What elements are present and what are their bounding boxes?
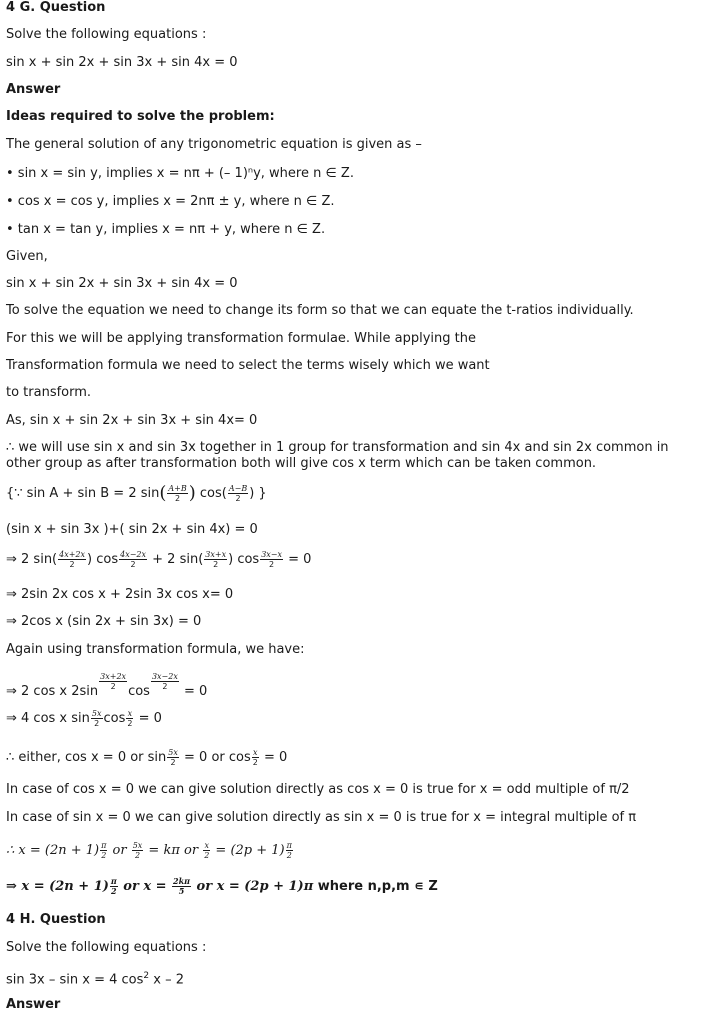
therefore-paragraph: ∴ we will use sin x and sin 3x together in 1 group for transformation and sin 4x and sin 2x common in other group as after transformation both will give cos x term which can be taken common. <box>6 440 669 471</box>
answer-label-4h: Answer <box>6 997 61 1012</box>
question-equation: sin x + sin 2x + sin 3x + sin 4x = 0 <box>6 55 238 70</box>
step-1: ⇒ 2 sin( $\frac{4x+2x}{2}$ ) cos $\frac{4x-2x}{2}$ + 2 sin( $\frac{3x+x}{2}$ ) cos $\frac{3x-x}{2}$ = 0 <box>6 550 312 569</box>
answer-label: Answer <box>6 82 61 97</box>
step-4: ⇒ 2 cos x 2sin $\frac{3x+2x}{2}$ cos $\frac{3x-2x}{2}$ = 0 <box>6 672 208 699</box>
grouped-equation: (sin x + sin 3x )+( sin 2x + sin 4x) = 0 <box>6 522 258 537</box>
given-label: Given, <box>6 249 48 264</box>
case-sin: In case of sin x = 0 we can give solution directly as sin x = 0 is true for x = integral multiple of π <box>6 810 637 825</box>
step-5: ⇒ 4 cos x sin $\frac{5x}{2}$ cos $\frac{x}{2}$ = 0 <box>6 709 162 728</box>
question-prompt: Solve the following equations : <box>6 27 207 42</box>
transformation-formula: {∵ sin A + sin B = 2 sin( $\frac{A+B}{2}$ ) cos( $\frac{A-B}{2}$ ) } <box>6 482 267 504</box>
solution-1: ∴ x = (2n + 1) $\frac{\pi}{2}$ or $\frac{5x}{2}$ = kπ or $\frac{x}{2}$ = (2p + 1) $\frac{\pi}{2}$ <box>6 841 292 860</box>
question-title: 4 G. Question <box>6 0 106 15</box>
question-title-4h: 4 H. Question <box>6 912 106 927</box>
question-prompt-4h: Solve the following equations : <box>6 940 207 955</box>
paragraph-4: to transform. <box>6 385 92 400</box>
ideas-heading: Ideas required to solve the problem: <box>6 109 275 124</box>
rule-sin: • sin x = sin y, implies x = nπ + (– 1)ⁿy, where n ∈ Z. <box>6 166 354 181</box>
step-2: ⇒ 2sin 2x cos x + 2sin 3x cos x= 0 <box>6 587 234 602</box>
case-cos: In case of cos x = 0 we can give solution directly as cos x = 0 is true for x = odd multiple of π/2 <box>6 782 630 797</box>
rule-tan: • tan x = tan y, implies x = nπ + y, where n ∈ Z. <box>6 222 326 237</box>
paragraph-2: For this we will be applying transformation formulae. While applying the <box>6 331 476 346</box>
again-text: Again using transformation formula, we have: <box>6 642 305 657</box>
step-3: ⇒ 2cos x (sin 2x + sin 3x) = 0 <box>6 614 202 629</box>
given-equation: sin x + sin 2x + sin 3x + sin 4x = 0 <box>6 276 238 291</box>
general-intro: The general solution of any trigonometric equation is given as – <box>6 137 422 152</box>
rule-cos: • cos x = cos y, implies x = 2nπ ± y, where n ∈ Z. <box>6 194 335 209</box>
as-equation: As, sin x + sin 2x + sin 3x + sin 4x= 0 <box>6 413 258 428</box>
question-equation-4h: sin 3x – sin x = 4 $\cos^2 x - 2$ <box>6 971 184 988</box>
paragraph-1: To solve the equation we need to change its form so that we can equate the t-ratios individually. <box>6 303 634 318</box>
solution-2: ⇒ x = (2n + 1) $\frac{\pi}{2}$ or x = $\frac{2k\pi}{5}$ or x = (2p + 1)π where n,p,m ∊ Z <box>6 876 438 896</box>
either-line: ∴ either, cos x = 0 or sin $\frac{5x}{2}$ = 0 or cos $\frac{x}{2}$ = 0 <box>6 748 288 767</box>
paragraph-3: Transformation formula we need to select the terms wisely which we want <box>6 358 490 373</box>
